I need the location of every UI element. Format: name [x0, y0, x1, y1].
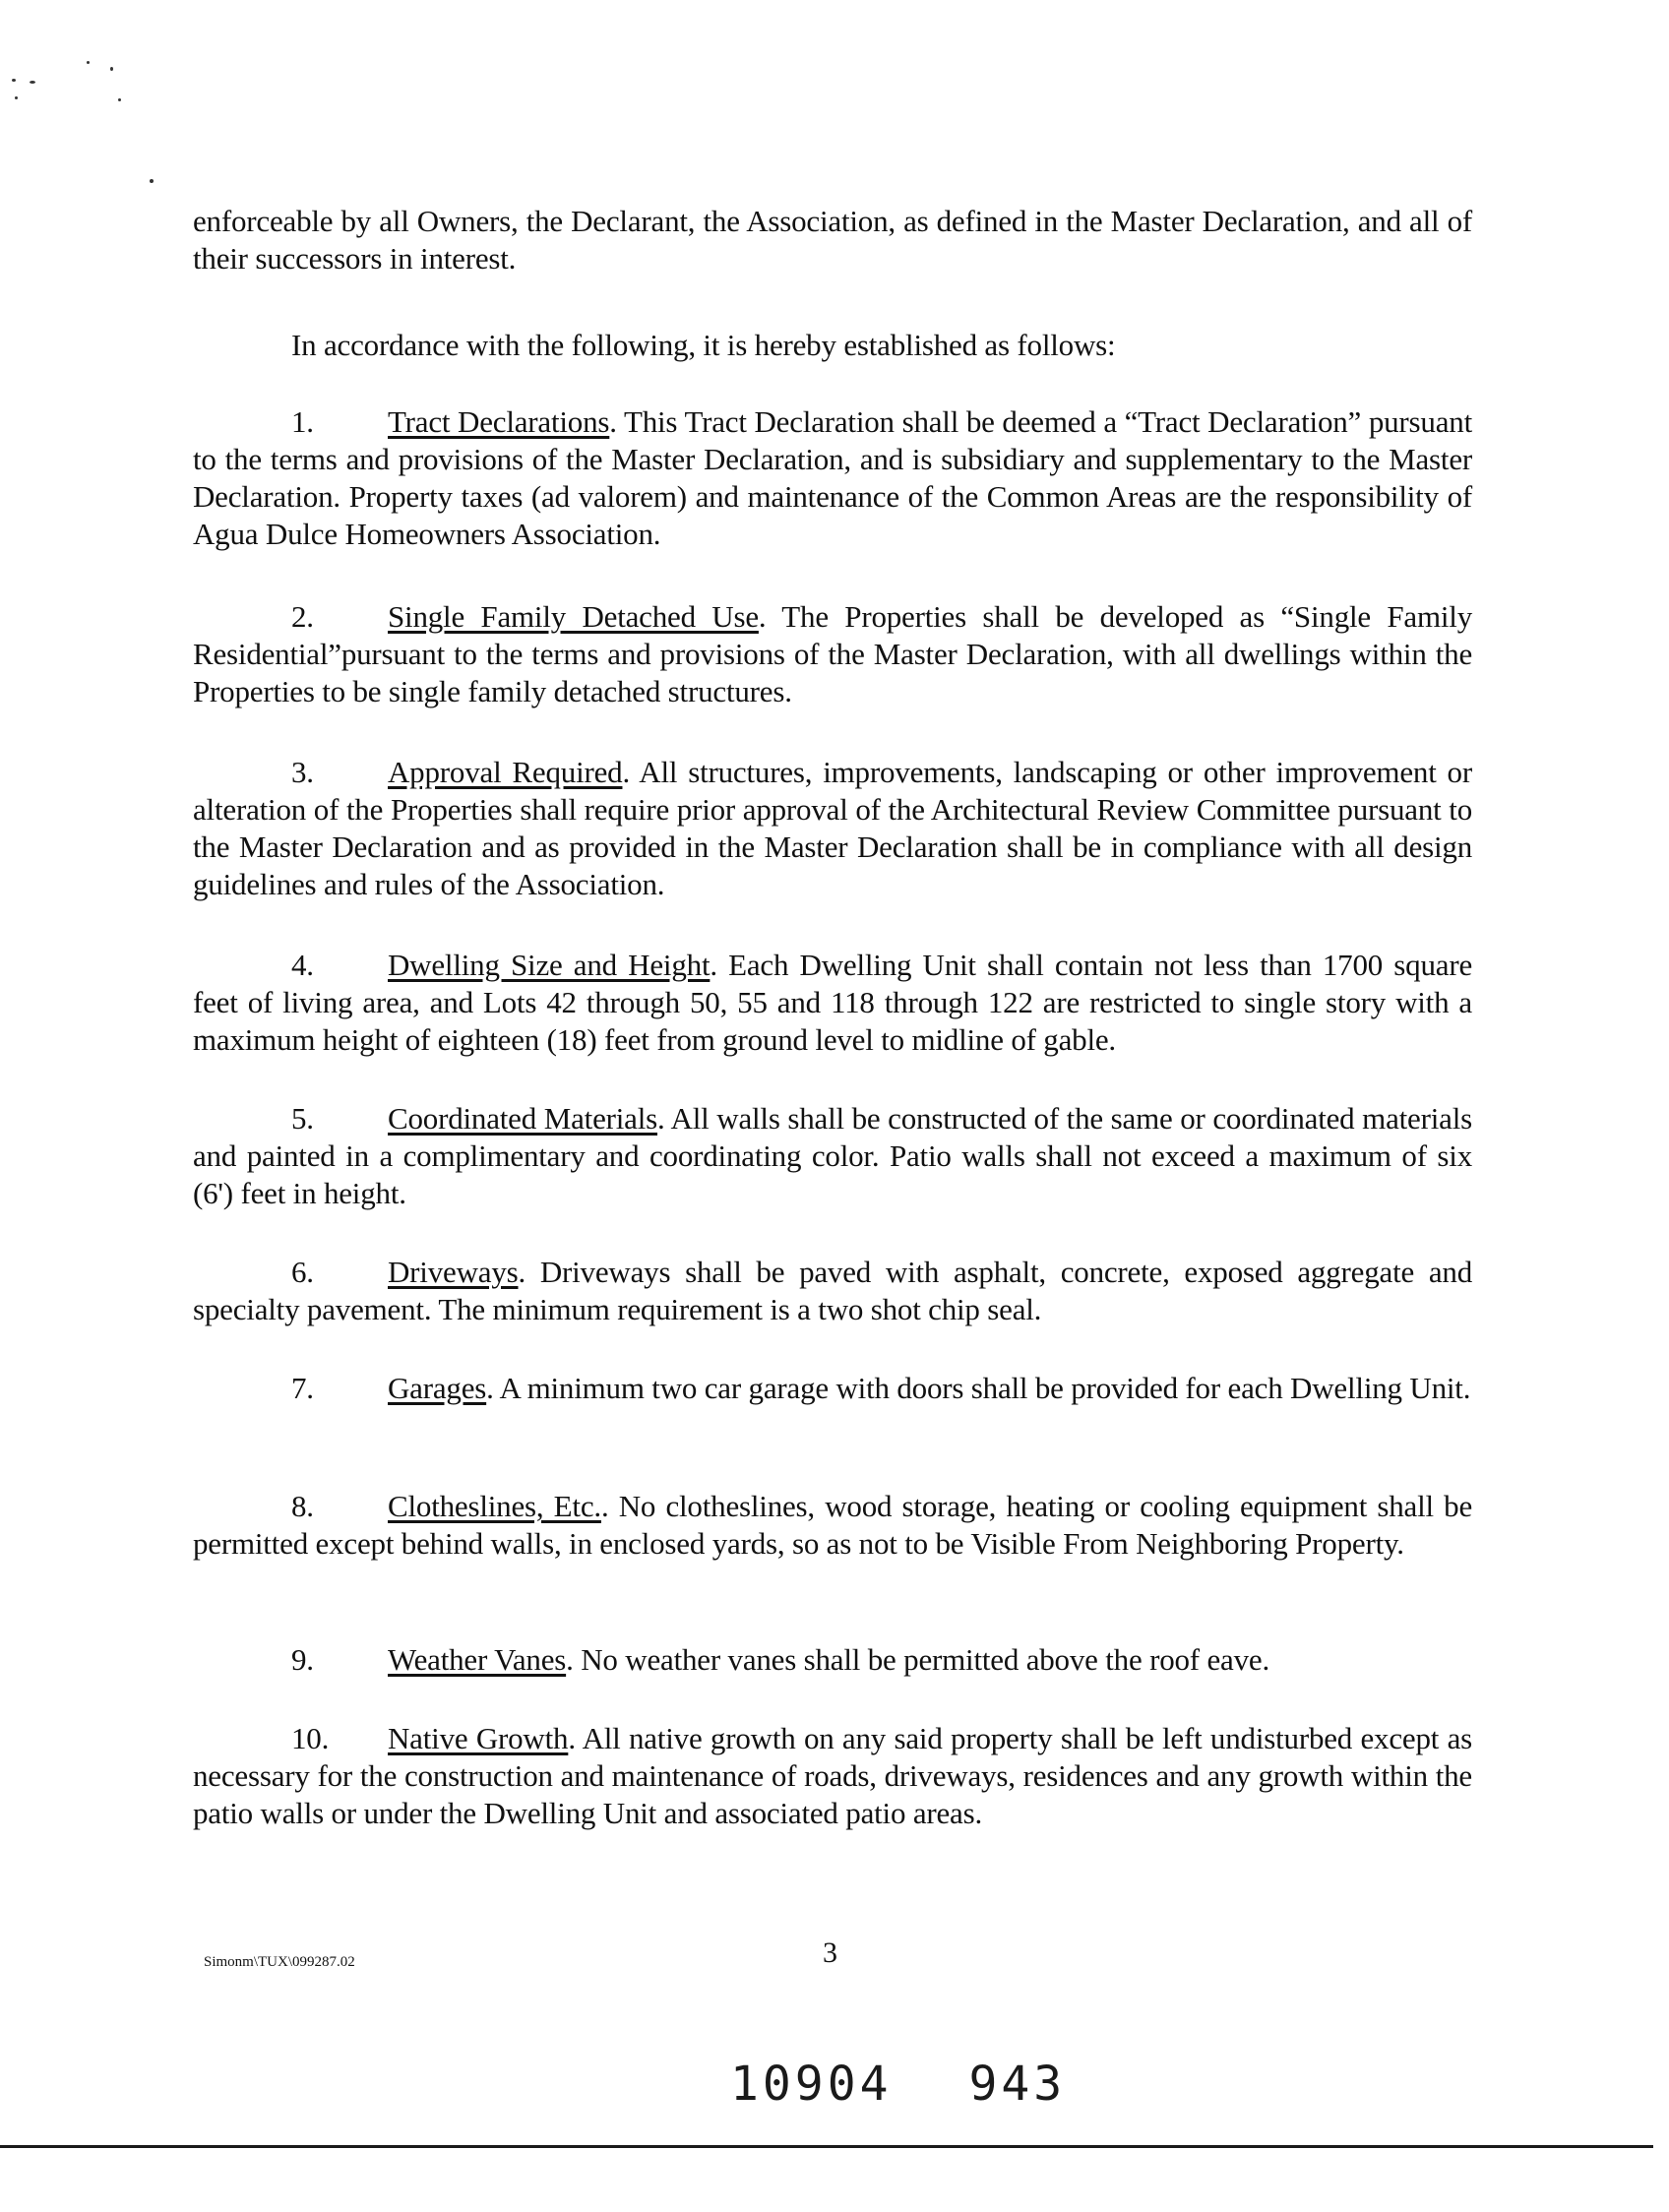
section-number: 2. — [291, 599, 314, 634]
section-10 — [193, 1720, 1472, 1832]
section-title: Coordinated Materials — [388, 1101, 658, 1136]
intro-paragraph — [193, 203, 1472, 277]
section-1 — [193, 403, 1472, 553]
scan-speck — [150, 179, 154, 183]
scan-speck — [12, 79, 16, 82]
intro-text: enforceable by all Owners, the Declarant, the Association, as defined in the Master Declaration, and all of their successors in interest. — [193, 204, 1472, 276]
section-title: Dwelling Size and Height — [388, 948, 711, 982]
section-body: . Driveways shall be paved with asphalt, concrete, exposed aggregate and specialty pavement. The minimum requirement is a two shot chip seal. — [193, 1255, 1472, 1326]
section-number: 5. — [291, 1101, 314, 1136]
section-title: Driveways — [388, 1255, 519, 1289]
section-number: 9. — [291, 1642, 314, 1677]
section-body: . All native growth on any said property shall be left undisturbed except as necessary for the construction and maintenance of roads, driveways, residences and any growth within the patio walls or under the Dwelling Unit and associated patio areas. — [193, 1721, 1472, 1830]
section-number: 8. — [291, 1489, 314, 1523]
accordance-paragraph — [193, 327, 1472, 364]
section-number: 3. — [291, 755, 314, 789]
scan-speck — [30, 81, 35, 84]
section-number: 10. — [291, 1721, 330, 1755]
section-9 — [193, 1641, 1472, 1679]
section-body: . A minimum two car garage with doors shall be provided for each Dwelling Unit. — [486, 1371, 1471, 1405]
scan-speck — [87, 61, 90, 64]
section-body: . Each Dwelling Unit shall contain not less than 1700 square feet of living area, and Lots 42 through 50, 55 and 118 through 122 are restricted to single story with a maximum height of eighteen (18) feet from ground level to midline of gable. — [193, 948, 1472, 1057]
section-title: Weather Vanes — [388, 1642, 567, 1677]
recording-page: 943 — [968, 2057, 1067, 2112]
section-body: . No weather vanes shall be permitted above the roof eave. — [566, 1642, 1270, 1677]
section-2 — [193, 598, 1472, 710]
section-5 — [193, 1100, 1472, 1212]
section-title: Approval Required — [388, 755, 623, 789]
section-body: . No clotheslines, wood storage, heating or cooling equipment shall be permitted except behind walls, in enclosed yards, so as not to be Visible From Neighboring Property. — [193, 1489, 1473, 1561]
section-4 — [193, 947, 1472, 1059]
section-title: Native Growth — [388, 1721, 569, 1755]
section-title: Single Family Detached Use — [388, 599, 759, 634]
scan-speck — [110, 67, 113, 71]
recording-stamp — [730, 2057, 1066, 2112]
page-number: 3 — [823, 1936, 837, 1969]
section-number: 7. — [291, 1371, 314, 1405]
section-8 — [193, 1488, 1472, 1563]
section-body: . All structures, improvements, landscaping or other improvement or alteration of the Properties shall require prior approval of the Architectural Review Committee pursuant to the Master Declaration and as provided in the Master Declaration shall be in compliance with all design guidelines and rules of the Association. — [193, 755, 1472, 901]
section-title: Tract Declarations — [388, 404, 610, 439]
section-body: . This Tract Declaration shall be deemed a “Tract Declaration” pursuant to the terms and provisions of the Master Declaration, and is subsidiary and supplementary to the Master Declaration. Property taxes (ad valorem) and maintenance of the Common Areas are the responsibility of Agua Dulce Homeowners Association. — [193, 404, 1472, 551]
recording-book: 10904 — [730, 2057, 893, 2112]
section-title: Garages — [388, 1371, 487, 1405]
scan-speck — [118, 98, 121, 101]
section-number: 6. — [291, 1255, 314, 1289]
section-number: 4. — [291, 948, 314, 982]
section-3 — [193, 754, 1472, 903]
bottom-rule — [0, 2145, 1653, 2148]
section-body: . All walls shall be constructed of the same or coordinated materials and painted in a complimentary and coordinating color. Patio walls shall not exceed a maximum of six (6') feet in height. — [193, 1101, 1472, 1210]
section-6 — [193, 1254, 1472, 1328]
section-7 — [193, 1370, 1472, 1407]
section-number: 1. — [291, 404, 314, 439]
file-reference: Simonm\TUX\099287.02 — [204, 1954, 355, 1970]
scan-speck — [15, 96, 18, 99]
section-body: . The Properties shall be developed as “Single Family Residential”pursuant to the terms and provisions of the Master Declaration, with all dwellings within the Properties to be single family detached structures. — [193, 599, 1472, 708]
accordance-text: In accordance with the following, it is hereby established as follows: — [291, 328, 1116, 362]
section-title: Clotheslines, Etc. — [388, 1489, 601, 1523]
